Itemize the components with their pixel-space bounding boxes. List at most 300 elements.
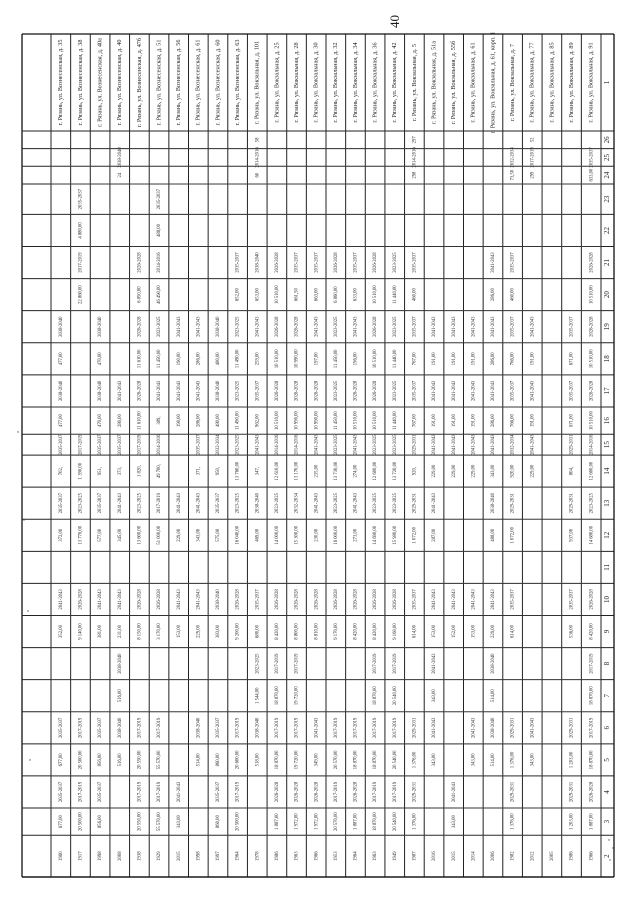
table-cell: 2041-2043 (471, 717, 477, 738)
table-cell: 2041-2043 (117, 493, 123, 514)
table-cell: 10 510,00 (373, 411, 379, 430)
table-cell: 1966 (314, 851, 320, 861)
table-cell: 2032-2034 (294, 493, 300, 514)
table-cell: 671,00 (569, 414, 575, 428)
table-cell: 2041-2043 (255, 434, 261, 455)
table-cell: 2029-2031 (510, 493, 516, 514)
table-cell: 2026-2028 (274, 380, 280, 402)
scan-speck (609, 859, 610, 860)
table-cell: 2023-2025 (255, 653, 261, 674)
table-cell: 52 (530, 137, 536, 143)
table-cell: 20 540,00 (392, 812, 398, 832)
table-cell: 2041-2043 (530, 434, 536, 455)
table-row (470, 42, 477, 860)
table-cell: 1 072,00 (412, 527, 418, 544)
table-cell: 49 700, (157, 464, 163, 479)
row-address: г. Рязань, ул. Вознесенская, д. 61 (194, 39, 202, 126)
table-cell: 349,00 (314, 753, 320, 767)
table-cell: 18 870,00 (274, 686, 280, 706)
table-cell: 2041-2043 (471, 316, 477, 337)
table-row (116, 40, 123, 861)
table-cell: 10 510,00 (373, 349, 379, 369)
table-cell: 11 610,00 (137, 411, 143, 430)
table-cell: 1963 (294, 851, 300, 861)
table-cell: 2038-2040 (216, 316, 222, 337)
table-cell: 2041-2043 (491, 252, 497, 273)
table-cell: 343,00 (530, 753, 536, 767)
table-cell: 2029-2031 (412, 781, 418, 803)
table-cell: 2041-2043 (432, 380, 438, 402)
table-cell: 661,50 (294, 288, 300, 302)
table-cell: 2017-2019 (235, 781, 241, 803)
table-cell: 2041-2043 (451, 589, 457, 610)
table-cell: 2026-2028 (589, 781, 595, 803)
table-cell: 951, (98, 467, 104, 476)
table-cell: 191,00 (451, 352, 457, 366)
table-cell: 12 600,00 (373, 461, 379, 481)
column-number-2: 2 (603, 854, 612, 858)
table-cell: 2026-2028 (373, 589, 379, 610)
table-cell: 1987 (412, 851, 418, 861)
table-cell: 767,00 (412, 414, 418, 428)
table-cell: 11 450,00 (333, 411, 339, 430)
table-cell: 2041-2043 (58, 589, 64, 610)
table-cell: 2041-2043 (314, 316, 320, 337)
table-cell: 153,00 (176, 625, 182, 638)
table-cell: 190,00 (176, 414, 182, 428)
table-cell: 229,00 (530, 464, 536, 478)
table-cell: 343,00 (176, 815, 182, 829)
table-cell: 2041-2043 (176, 380, 182, 402)
table-cell: 2017-2019 (78, 434, 84, 455)
table-cell: 2026-2028 (274, 589, 280, 610)
table-cell: 18 870,00 (589, 750, 595, 770)
column-number-24: 24 (603, 171, 612, 179)
table-cell: 2017-2019 (235, 717, 241, 738)
table-cell: 2017-2019 (589, 717, 595, 738)
table-cell: 9 200,00 (235, 623, 241, 640)
table-cell: 2026-2028 (78, 589, 84, 610)
table-cell: 1 544,00 (255, 687, 261, 704)
table-cell: 8 420,00 (353, 623, 359, 640)
table-cell: 766,00 (510, 414, 516, 428)
table-cell: 20 540,00 (392, 686, 398, 706)
table-cell: 2035-2037 (196, 434, 202, 455)
table-cell: 55 570,00 (157, 750, 163, 770)
table-cell: 2017-2019 (78, 781, 84, 803)
row-address: г. Рязань, ул. Вокзальная, д. 77 (528, 42, 536, 123)
table-cell: 286,00 (491, 414, 497, 428)
row-address: г. Рязань, ул. Вознесенская, д. 35 (57, 39, 65, 126)
table-cell: 1997 (216, 851, 222, 861)
table-cell: 856,00 (98, 753, 104, 767)
table-cell: 259,00 (255, 352, 261, 366)
table-cell: 2017-2019 (392, 653, 398, 674)
table-cell: 1 376,00 (510, 751, 516, 769)
table-cell: 2035-2037 (216, 781, 222, 803)
table-row (254, 41, 261, 861)
column-number-12: 12 (603, 531, 612, 539)
table-cell: 1966 (589, 851, 595, 861)
table-cell: 2014-2016 (157, 434, 163, 455)
table-cell: 2023-2025 (137, 493, 143, 514)
table-cell: 274,00 (353, 464, 359, 478)
table-cell: 2041-2043 (432, 717, 438, 738)
table-cell: 286,00 (196, 352, 202, 366)
table-cell: 477,00 (58, 414, 64, 428)
table-cell: 16 040,00 (235, 525, 241, 545)
row-address: г. Рязань, ул. Вознесенская, д. 40 (116, 39, 124, 126)
table-cell: 470,00 (98, 414, 104, 428)
table-cell: 2017-2019 (333, 781, 339, 803)
table-cell: 2023-2025 (392, 493, 398, 514)
table-cell: 286,00 (491, 352, 497, 366)
table-cell: 11 440,00 (392, 349, 398, 369)
table-cell: 2035-2037 (235, 252, 241, 273)
column-number-16: 16 (603, 417, 612, 425)
table-cell: 2029-2031 (510, 781, 516, 803)
table-cell: 950, (216, 467, 222, 476)
table-cell: 2023-2025 (333, 493, 339, 514)
table-cell: 1964 (235, 851, 241, 861)
table-row (450, 41, 457, 861)
table-cell: 2035-2037 (510, 380, 516, 402)
table-cell: 2023-2025 (157, 316, 163, 337)
table-cell: 286,00 (196, 414, 202, 428)
table-cell: 352,00 (58, 625, 64, 638)
table-cell: 614,00 (412, 625, 418, 638)
table-cell: 2038-2040 (117, 717, 123, 738)
table-cell: 2029-2031 (510, 717, 516, 738)
table-cell: 2014-2016 (412, 147, 418, 168)
table-cell: 2026-2028 (274, 781, 280, 803)
row-address: г. Рязань, ул. Вознесенская, д. 56 (175, 39, 183, 126)
table-row (313, 42, 320, 860)
row-address: г. Рязань, ул. Вокзальная, д. 101 (253, 40, 261, 125)
table-cell: 10 510,00 (274, 411, 280, 430)
table-row (97, 38, 104, 861)
table-cell: 1917 (78, 851, 84, 861)
table-cell: 2017-2019 (373, 717, 379, 738)
table-row (234, 40, 241, 861)
table-cell: 962,00 (255, 414, 261, 428)
table-cell: 4 880,00 (78, 222, 84, 239)
table-cell: 2038-2040 (216, 589, 222, 610)
table-cell: 2041-2043 (530, 380, 536, 402)
table-cell: 2041-2043 (432, 653, 438, 674)
table-cell: 2041-2043 (353, 316, 359, 337)
table-cell: 299 (530, 171, 536, 179)
table-cell: 1 820, (137, 465, 143, 477)
table-cell: 2035-2037 (510, 316, 516, 337)
table-cell: 2026-2028 (294, 316, 300, 337)
table-cell: 2038-2040 (196, 717, 202, 738)
table-cell: 1938 (137, 851, 143, 861)
table-cell: 1 887,00 (589, 813, 595, 830)
table-cell: 229,00 (451, 464, 457, 478)
table-cell: 2026-2028 (314, 589, 320, 610)
table-cell: 2041-2043 (314, 493, 320, 514)
table-cell: 2026-2028 (589, 380, 595, 402)
table-cell: 18 870,00 (353, 750, 359, 770)
table-cell: 1 376,00 (412, 813, 418, 830)
table-cell: 804, (569, 467, 575, 476)
table-cell: 2023-2025 (589, 493, 595, 514)
table-cell: 2038-2040 (117, 653, 123, 674)
table-cell: 191,00 (432, 414, 438, 428)
table-cell: 2026-2028 (353, 380, 359, 402)
table-cell: 60 (255, 172, 261, 178)
table-cell: 13 170,00 (294, 461, 300, 481)
table-cell: 20 600,00 (235, 750, 241, 770)
table-cell: 2026-2028 (373, 380, 379, 402)
table-cell: 345,00 (117, 528, 123, 542)
table-cell: 2035-2037 (216, 493, 222, 514)
table-cell: 2016 (432, 851, 438, 861)
table-cell: 516,00 (117, 689, 123, 703)
table-row (411, 44, 418, 861)
table-cell: 11 490,00 (235, 411, 241, 430)
table-cell: 10 510,00 (274, 285, 280, 305)
table-cell: 381,00 (98, 625, 104, 638)
table-cell: 1953 (333, 851, 339, 861)
column-number-22: 22 (603, 226, 612, 234)
row-address: г. Рязань, ул. Вокзальная, д. 25 (273, 42, 281, 123)
table-cell: 2041-2043 (432, 316, 438, 337)
table-cell: 2017-2019 (274, 717, 280, 738)
table-cell: 190,00 (176, 352, 182, 366)
scan-speck (27, 610, 28, 611)
table-cell: 6 850,00 (137, 286, 143, 303)
table-cell: 371, (196, 467, 202, 476)
table-cell: 937,00 (569, 528, 575, 542)
table-cell: 2035-2037 (294, 252, 300, 273)
table-cell: 229,00 (432, 464, 438, 478)
scan-speck (29, 759, 30, 760)
table-cell: 2023-2025 (333, 380, 339, 402)
table-cell: 2014-2016 (255, 147, 261, 168)
table-cell: 2035-2037 (58, 781, 64, 803)
table-cell: 2008 (117, 851, 123, 861)
table-cell: 55 570,00 (157, 812, 163, 832)
table-cell: 2023-2025 (78, 493, 84, 514)
column-number-3: 3 (603, 819, 612, 824)
column-number-header (603, 80, 611, 858)
table-cell: 2035-2037 (255, 380, 261, 402)
table-cell: 2023-2025 (235, 316, 241, 337)
table-cell: 2014-2016 (274, 434, 280, 455)
table-cell: 2041-2043 (353, 493, 359, 514)
table-cell: 13 730,00 (333, 461, 339, 481)
table-cell: 389, (157, 416, 163, 425)
table-cell: 2012 (530, 851, 536, 861)
table-cell: 286,00 (491, 288, 497, 302)
table-cell: 2017-2019 (78, 717, 84, 738)
table-cell: 1982 (510, 851, 516, 861)
table-cell: 2017-2019 (78, 252, 84, 273)
table-row (57, 40, 64, 861)
column-number-15: 15 (603, 441, 612, 449)
row-address: г. Рязань, ул. Вокзальная, д. 28 (292, 42, 300, 123)
table-row (489, 32, 496, 861)
table-cell: 480,00 (216, 352, 222, 366)
table-cell: 2032-2034 (216, 434, 222, 455)
table-cell: 1998 (196, 851, 202, 861)
table-cell: 2023-2025 (235, 434, 241, 455)
table-cell: 671,00 (569, 352, 575, 366)
table-cell: 13 770,00 (78, 525, 84, 545)
table-cell: 2035-2037 (412, 316, 418, 337)
row-address: г. Рязань, ул. Вознесенская, д. 60 (214, 39, 222, 126)
table-row (352, 42, 359, 860)
column-number-11: 11 (603, 563, 612, 571)
table-cell: 10 510,00 (589, 285, 595, 305)
table-cell: 2038-2040 (58, 380, 64, 402)
table-cell: 2035-2037 (510, 252, 516, 273)
table-cell: 2041-2043 (176, 316, 182, 337)
table-cell: 856,00 (98, 815, 104, 829)
table-cell: 663,00 (314, 288, 320, 302)
table-cell: 2026-2028 (373, 316, 379, 337)
table-cell: 18 870,00 (274, 750, 280, 770)
row-address: г. Рязань, ул. Вознесенская, д. 40а (96, 38, 104, 127)
table-cell: 229,00 (491, 625, 497, 638)
table-cell: 2041-2043 (196, 380, 202, 402)
table-cell: 1 376,00 (412, 751, 418, 769)
table-cell: 20 570,00 (333, 812, 339, 832)
table-cell: 2026-2028 (589, 316, 595, 337)
row-address: г. Рязань, ул. Вокзальная, д. 51а (430, 41, 438, 124)
table-cell: 1929 (157, 851, 163, 861)
table-cell: 2041-2043 (471, 434, 477, 455)
table-cell: 2026-2028 (333, 589, 339, 610)
table-cell: 2014-2016 (589, 434, 595, 455)
table-cell: 10 510,00 (353, 411, 359, 430)
table-cell: 347, (255, 467, 261, 476)
column-number-17: 17 (603, 387, 612, 395)
table-cell: 2017-2019 (137, 781, 143, 803)
table-cell: 14 000,00 (274, 525, 280, 545)
table-cell: 2035-2037 (58, 717, 64, 738)
table-cell: 11 450,00 (157, 349, 163, 369)
table-cell: 2015 (176, 851, 182, 861)
table-cell: 2026-2028 (373, 252, 379, 273)
table-cell: 2035-2037 (58, 493, 64, 514)
table-cell: 514,00 (491, 753, 497, 767)
table-cell: 2026-2028 (353, 781, 359, 803)
table-cell: 10 990,00 (294, 349, 300, 369)
table-cell: 2035-2037 (58, 434, 64, 455)
table-cell: 58 (255, 137, 261, 143)
table-cell: 2015 (451, 851, 457, 861)
table-cell: 2026-2028 (294, 380, 300, 402)
table-cell: 2041-2043 (117, 380, 123, 402)
column-number-13: 13 (603, 499, 612, 507)
table-cell: 2023-2025 (333, 434, 339, 455)
table-cell: 2017-2019 (137, 717, 143, 738)
table-cell: 2038-2040 (491, 493, 497, 514)
row-address: г. Рязань, ул. Вознесенская, д. 51 (155, 39, 163, 126)
table-cell: 343,00 (491, 464, 497, 478)
table-cell: 11 440,00 (392, 411, 398, 430)
table-cell: 343,00 (471, 753, 477, 767)
table-row (548, 42, 555, 860)
table-cell: 2041-2043 (471, 380, 477, 402)
table-cell: 2038-2040 (98, 316, 104, 337)
table-cell: 488,00 (491, 528, 497, 542)
column-number-18: 18 (603, 355, 612, 363)
table-cell: 13 720,00 (392, 461, 398, 481)
table-cell: 191,00 (471, 352, 477, 366)
table-row (273, 42, 280, 860)
table-cell: 10 990,00 (314, 411, 320, 430)
table-cell: 9 140,00 (78, 623, 84, 640)
table-row (155, 40, 162, 861)
table-cell: 516,00 (117, 753, 123, 767)
table-cell: 1 972,00 (314, 813, 320, 830)
table-cell: 19 720,00 (294, 686, 300, 706)
table-cell: 11 440,00 (392, 285, 398, 304)
row-address: г. Рязань, ул. Вокзальная, д. 85 (548, 42, 556, 123)
table-cell: 2014-2016 (157, 252, 163, 273)
table-cell: 518,00 (255, 753, 261, 767)
column-number-10: 10 (603, 595, 612, 603)
column-number-21: 21 (603, 259, 612, 267)
table-cell: 2026-2028 (157, 589, 163, 610)
table-cell: 860,00 (216, 753, 222, 767)
table-cell: 191,00 (432, 352, 438, 366)
table-cell: 2035-2037 (353, 252, 359, 273)
table-cell: 2026-2028 (274, 316, 280, 337)
table-cell: 536,00 (569, 625, 575, 638)
table-cell: 2038-2040 (98, 380, 104, 402)
table-cell: 2017-2019 (294, 717, 300, 738)
table-cell: 2038-2040 (491, 653, 497, 674)
table-cell: 2041-2043 (98, 589, 104, 610)
table-cell: 2017-2019 (157, 493, 163, 514)
table-cell: 514,00 (196, 753, 202, 767)
table-cell: 12 610,00 (274, 461, 280, 481)
table-cell: 229,00 (176, 528, 182, 542)
column-number-7: 7 (603, 693, 612, 698)
table-cell: 633,00 (353, 288, 359, 302)
table-cell: 9 170,00 (333, 623, 339, 640)
table-cell: 11 450,00 (333, 349, 339, 369)
table-cell: 575,00 (216, 528, 222, 542)
table-cell: 191,00 (530, 414, 536, 428)
table-cell: 2035-2037 (98, 493, 104, 514)
table-cell: 1986 (569, 851, 575, 861)
table-cell: 2041-2043 (432, 493, 438, 514)
table-cell: 230,00 (314, 528, 320, 542)
table-cell: 20 550,00 (137, 750, 143, 770)
column-number-9: 9 (603, 629, 612, 634)
table-cell: 2035-2037 (98, 781, 104, 803)
table-cell: 1964 (353, 851, 359, 861)
table-cell: 73,50 (510, 169, 516, 181)
table-cell: 514,00 (491, 689, 497, 703)
table-cell: 2035-2037 (255, 589, 261, 610)
table-cell: 614,00 (510, 625, 516, 638)
table-row (293, 42, 300, 860)
scan-speck (23, 519, 24, 520)
table-cell: 2041-2043 (451, 316, 457, 337)
table-cell: 2029-2031 (412, 493, 418, 514)
table-cell: 2038-2040 (491, 717, 497, 738)
table-cell: 2035-2037 (569, 316, 575, 337)
table-cell: 2017-2019 (157, 717, 163, 738)
row-address: г. Рязань, ул. Вокзальная, д. 55б (450, 40, 458, 125)
